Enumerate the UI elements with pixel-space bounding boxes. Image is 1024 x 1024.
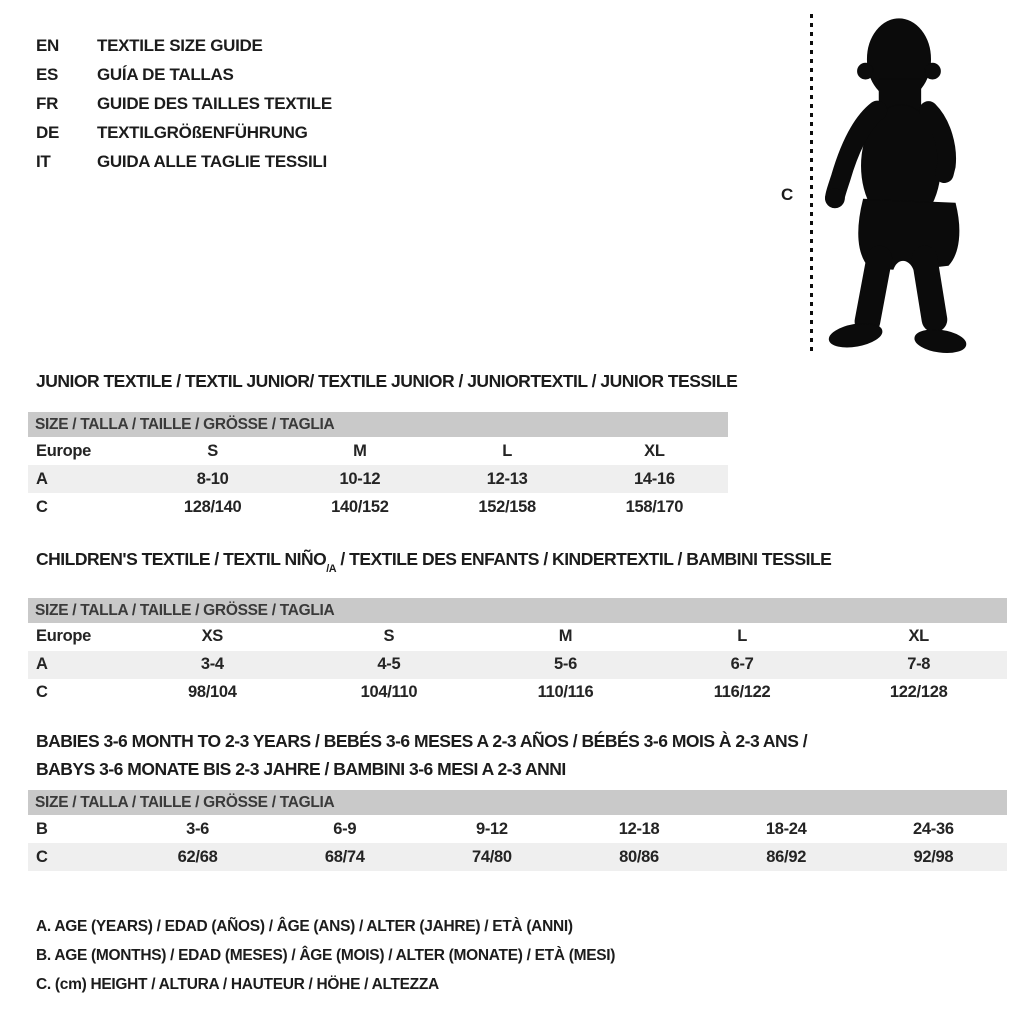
- row-label: C: [36, 497, 48, 516]
- size-header-bar: SIZE / TALLA / TAILLE / GRÖSSE / TAGLIA: [28, 598, 1007, 623]
- language-title: TEXTILE SIZE GUIDE: [97, 35, 263, 55]
- table-cell: 8-10: [196, 469, 229, 488]
- section-title-children: [28, 549, 1007, 577]
- language-code: DE: [36, 122, 60, 142]
- table-cell: L: [737, 627, 747, 645]
- table-cell: 62/68: [177, 847, 218, 866]
- table-row: [28, 651, 1007, 679]
- title-text: CHILDREN'S TEXTILE / TEXTIL NIÑO: [36, 549, 327, 569]
- row-label: C: [36, 847, 48, 866]
- language-row-es: [36, 60, 332, 89]
- table-cell: S: [207, 441, 218, 460]
- row-label: A: [36, 469, 48, 488]
- table-row: [28, 623, 1007, 651]
- babies-size-table: [28, 815, 1007, 871]
- children-size-table: [28, 623, 1007, 707]
- height-measure-line: [810, 14, 813, 356]
- table-cell: XL: [644, 441, 665, 460]
- language-title: GUIDE DES TAILLES TEXTILE: [97, 93, 332, 113]
- table-row: [28, 465, 728, 493]
- table-cell: M: [353, 441, 367, 460]
- row-label: B: [36, 819, 48, 838]
- size-header-bar: SIZE / TALLA / TAILLE / GRÖSSE / TAGLIA: [28, 412, 728, 437]
- table-cell: 158/170: [625, 497, 684, 516]
- title-text: / TEXTILE DES ENFANTS / KINDERTEXTIL / BAMBINI TESSILE: [336, 549, 832, 569]
- table-cell: 12-13: [486, 469, 528, 488]
- table-row: [28, 843, 1007, 871]
- table-cell: 104/110: [360, 683, 418, 701]
- row-label: C: [36, 683, 48, 701]
- table-cell: 4-5: [377, 655, 401, 673]
- language-title-list: [36, 31, 332, 176]
- table-cell: S: [383, 627, 395, 645]
- language-title: TEXTILGRÖßENFÜHRUNG: [97, 122, 308, 142]
- table-cell: 9-12: [475, 819, 508, 838]
- table-cell: XS: [201, 627, 223, 645]
- table-cell: 68/74: [324, 847, 365, 866]
- table-cell: 10-12: [339, 469, 381, 488]
- table-cell: 3-6: [186, 819, 210, 838]
- size-header-bar: SIZE / TALLA / TAILLE / GRÖSSE / TAGLIA: [28, 790, 1007, 815]
- table-cell: 6-7: [730, 655, 754, 673]
- title-subscript: /A: [326, 562, 337, 575]
- language-row-it: [36, 147, 332, 176]
- table-cell: 140/152: [331, 497, 389, 516]
- legend-line-a: A. AGE (YEARS) / EDAD (AÑOS) / ÂGE (ANS) / ALTER (JAHRE) / ETÀ (ANNI): [36, 918, 573, 935]
- table-row: [28, 437, 728, 465]
- section-babies-textile: [28, 727, 1007, 871]
- language-code: EN: [36, 35, 60, 55]
- language-title: GUÍA DE TALLAS: [97, 64, 234, 84]
- table-cell: 3-4: [200, 655, 224, 673]
- table-row: [28, 493, 728, 521]
- legend: [36, 912, 615, 999]
- table-row: [28, 815, 1007, 843]
- table-cell: 122/128: [889, 683, 948, 701]
- table-cell: 86/92: [766, 847, 807, 866]
- table-cell: 24-36: [913, 819, 954, 838]
- table-cell: 14-16: [634, 469, 675, 488]
- table-cell: 110/116: [537, 683, 594, 701]
- row-label: Europe: [36, 441, 92, 460]
- language-code: ES: [36, 64, 59, 84]
- language-row-de: [36, 118, 332, 147]
- toddler-silhouette-icon: [818, 10, 976, 355]
- table-cell: 116/122: [713, 683, 771, 701]
- legend-line-c: C. (cm) HEIGHT / ALTURA / HAUTEUR / HÖHE / ALTEZZA: [36, 976, 439, 993]
- table-cell: XL: [908, 627, 929, 645]
- junior-size-table: [28, 437, 728, 521]
- legend-line-b: B. AGE (MONTHS) / EDAD (MESES) / ÂGE (MOIS) / ALTER (MONATE) / ETÀ (MESI): [36, 947, 616, 964]
- table-cell: L: [502, 441, 513, 460]
- section-childrens-textile: [28, 549, 1007, 707]
- table-cell: 5-6: [554, 655, 577, 673]
- table-cell: 128/140: [183, 497, 242, 516]
- table-cell: 12-18: [618, 819, 660, 838]
- table-cell: 98/104: [187, 683, 237, 701]
- language-title: GUIDA ALLE TAGLIE TESSILI: [97, 151, 327, 171]
- section-title-babies: [28, 727, 1007, 783]
- table-cell: M: [558, 627, 573, 645]
- table-cell: 92/98: [913, 847, 954, 866]
- table-row: [28, 679, 1007, 707]
- language-row-fr: [36, 89, 332, 118]
- section-title-junior: JUNIOR TEXTILE / TEXTIL JUNIOR/ TEXTILE JUNIOR / JUNIORTEXTIL / JUNIOR TESSILE: [36, 371, 738, 391]
- table-cell: 7-8: [907, 655, 931, 673]
- section-junior-textile: [28, 371, 738, 521]
- row-label: A: [36, 655, 48, 673]
- row-label: Europe: [36, 627, 92, 645]
- table-cell: 18-24: [765, 819, 807, 838]
- language-code: IT: [36, 151, 51, 171]
- title-line-1: BABIES 3-6 MONTH TO 2-3 YEARS / BEBÉS 3-6 MESES A 2-3 AÑOS / BÉBÉS 3-6 MOIS À 2-3 ANS /: [36, 731, 808, 751]
- height-measure-label: C: [781, 185, 794, 204]
- table-cell: 74/80: [471, 847, 512, 866]
- title-line-2: BABYS 3-6 MONATE BIS 2-3 JAHRE / BAMBINI 3-6 MESI A 2-3 ANNI: [36, 759, 566, 779]
- table-cell: 80/86: [619, 847, 659, 866]
- language-code: FR: [36, 93, 59, 113]
- table-cell: 152/158: [478, 497, 536, 516]
- language-row-en: [36, 31, 332, 60]
- table-cell: 6-9: [333, 819, 357, 838]
